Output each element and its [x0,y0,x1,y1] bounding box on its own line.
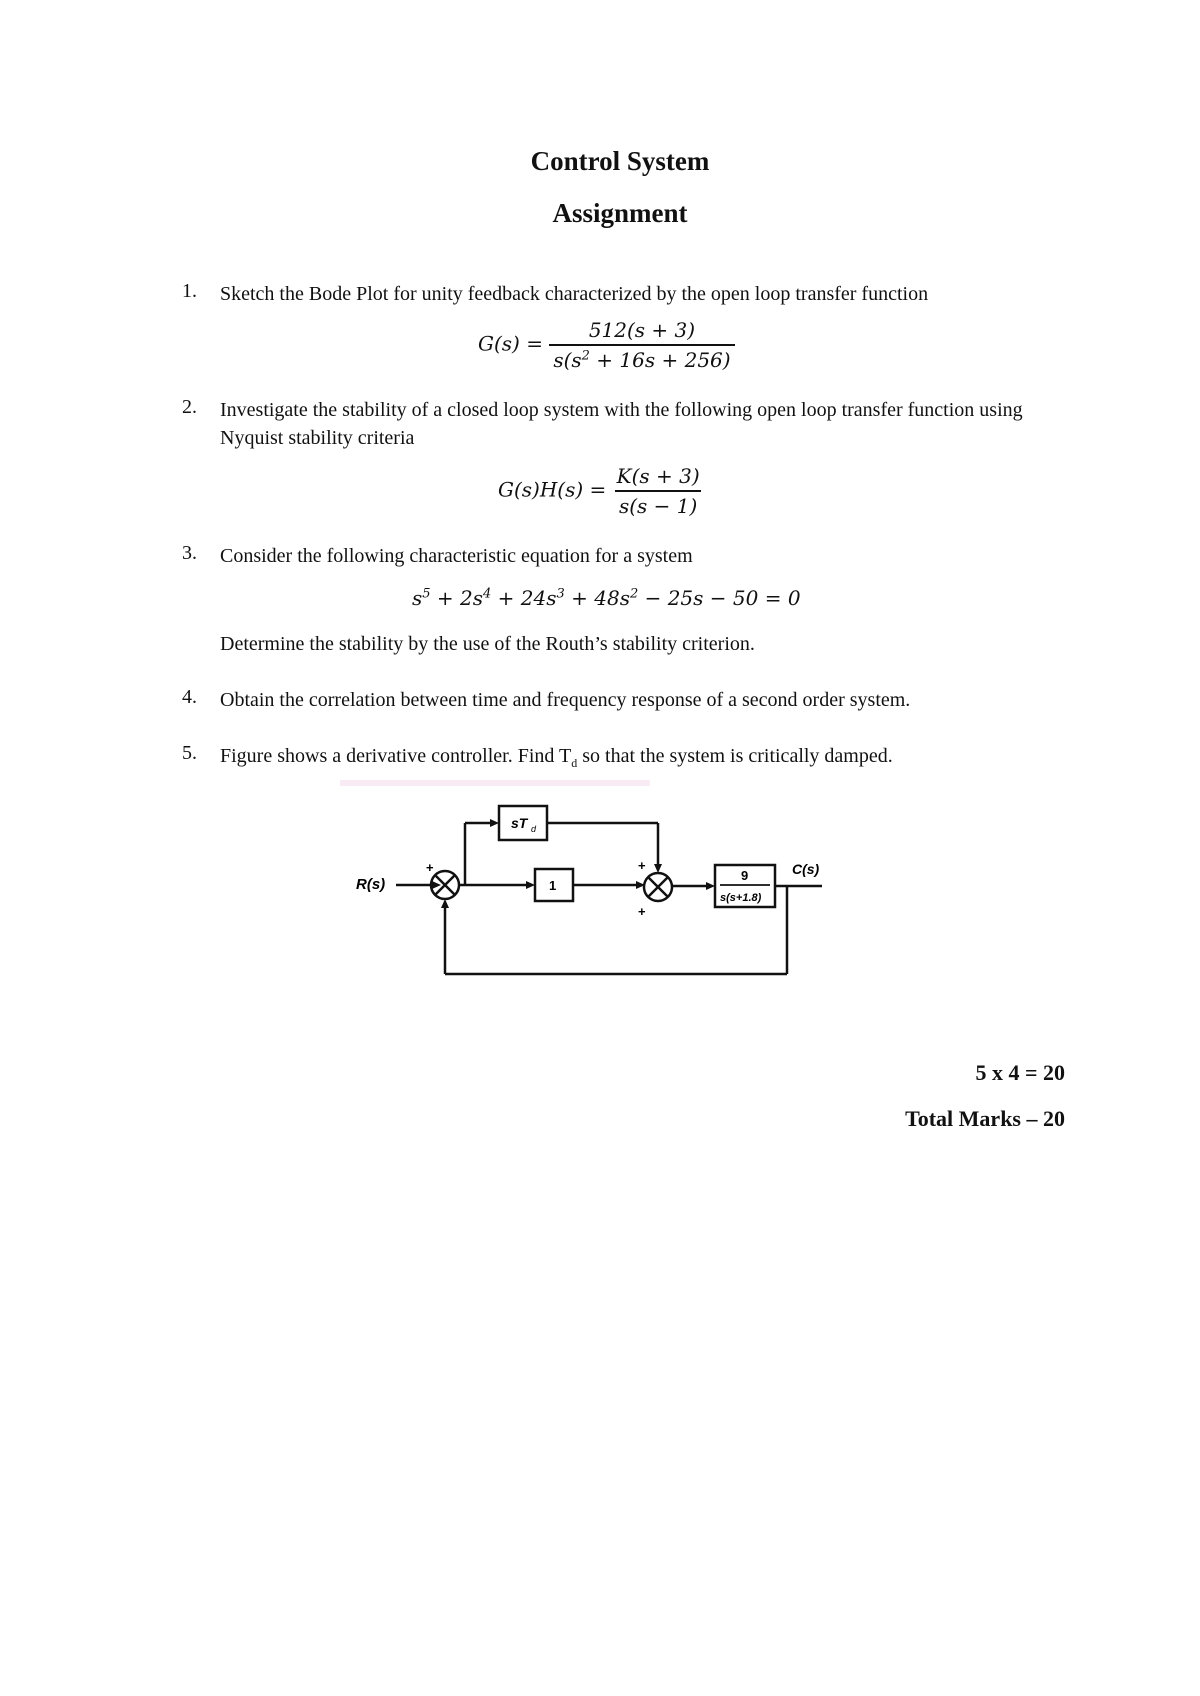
block-diagram [340,780,860,990]
document-subtitle: Assignment [552,198,688,228]
input-label: R(s) [356,876,386,893]
question-5-text: Figure shows a derivative controller. Find $T_d$ so that the system is critically damped. [220,745,893,770]
equation-1 [478,318,735,372]
equation-2-numerator: K(s + 3) [616,464,700,488]
equation-1-numerator: 512(s + 3) [588,318,696,342]
question-2-text: Investigate the stability of a closed loop system with the following open loop transfer function using Nyquist stability criteria [220,399,1023,449]
sum1-plus-sign: + [426,860,434,875]
equation-1-denominator: $s(s^2 + 16s + 256)$ [549,344,734,372]
derivative-block-subscript: d [531,824,537,834]
question-4-text: Obtain the correlation between time and frequency response of a second order system. [220,689,911,711]
total-marks: Total Marks – 20 [905,1106,1065,1131]
question-1-number: 1. [182,280,197,302]
equation-1-lhs: G(s) = [478,331,543,356]
equation-3: $s^5 + 2s^4 + 24s^3 + 48s^2 - 25s - 50 = 0$ [412,586,801,610]
sum2-plus-sign-bottom: + [638,904,646,919]
question-3-text: Consider the following characteristic equation for a system [220,545,693,567]
question-4-number: 4. [182,686,197,708]
equation-2-lhs: G(s)H(s) = [498,477,607,502]
equation-2-fraction [613,464,704,518]
equation-2-denominator: s(s − 1) [615,490,701,518]
sum2-plus-sign-top: + [638,858,646,873]
question-2-number: 2. [182,396,197,418]
question-5-number: 5. [182,742,197,764]
unity-block-label: 1 [549,878,557,893]
question-3-number: 3. [182,542,197,564]
equation-1-fraction [549,318,734,372]
question-3-note: Determine the stability by the use of the Routh’s stability criterion. [220,633,755,655]
document-title: Control System [530,146,710,176]
output-label: C(s) [792,861,820,877]
plant-denominator: s(s+1.8) [720,892,762,904]
equation-2 [498,464,704,518]
summing-junction-2 [644,873,672,901]
question-1-text: Sketch the Bode Plot for unity feedback characterized by the open loop transfer function [220,283,929,305]
derivative-block-label: sT [511,815,528,831]
marks-calculation: 5 x 4 = 20 [975,1060,1065,1085]
plant-numerator: 9 [741,868,749,883]
